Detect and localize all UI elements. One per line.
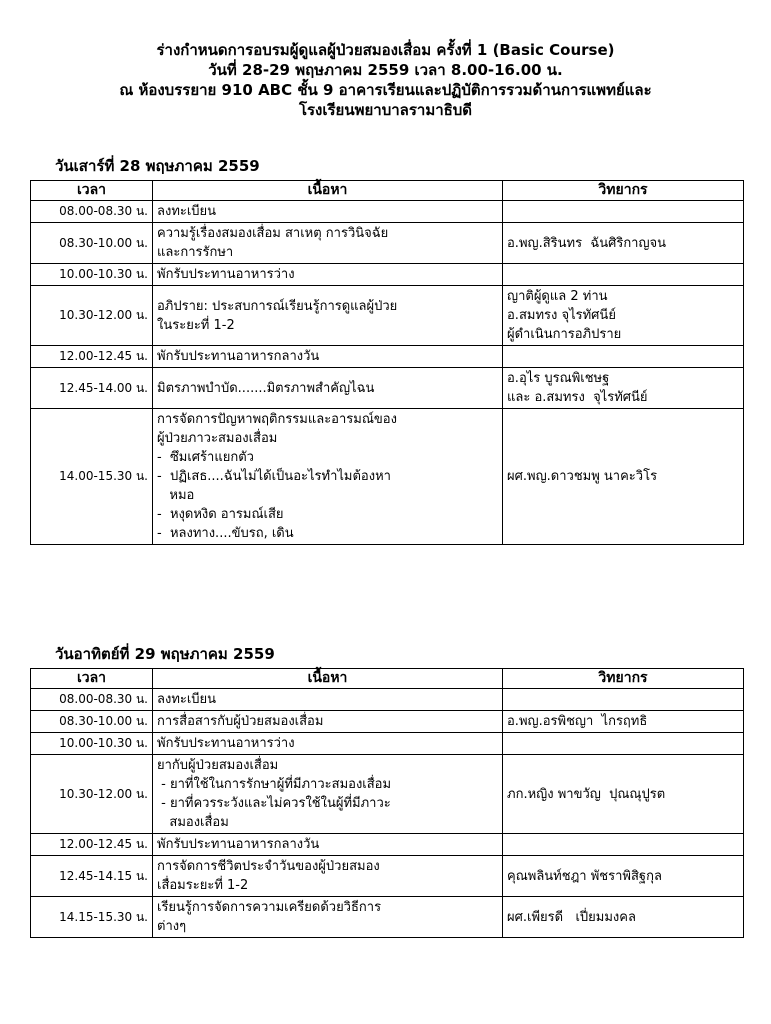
header-date: วันที่ 28-29 พฤษภาคม 2559 เวลา 8.00-16.00 น. (208, 61, 563, 79)
content-line: สมองเสื่อม (157, 815, 229, 830)
time-cell: 12.00-12.45 น. (31, 346, 153, 368)
content-line: ต่างๆ (157, 919, 187, 934)
speaker-line: อ.สมทรง จุไรทัศนีย์ (507, 308, 616, 323)
speaker-cell (503, 368, 744, 409)
speaker-cell (503, 346, 744, 368)
time-cell: 12.45-14.15 น. (31, 856, 153, 897)
speaker-cell (503, 223, 744, 264)
speaker-line: อ.อุไร บูรณพิเชษฐ (507, 371, 610, 386)
time-cell: 12.00-12.45 น. (31, 834, 153, 856)
header-title: ร่างกำหนดการอบรมผู้ดูแลผู้ป่วยสมองเสื่อม ครั้งที่ 1 (Basic Course) (156, 41, 615, 59)
content-line: พักรับประทานอาหารกลางวัน (157, 837, 320, 852)
table-row (31, 223, 744, 264)
content-line: พักรับประทานอาหารว่าง (157, 267, 295, 282)
content-cell (153, 711, 503, 733)
time-cell: 08.00-08.30 น. (31, 689, 153, 711)
content-line: การจัดการปัญหาพฤติกรรมและอารมณ์ของ (157, 412, 397, 427)
header-venue-cont: โรงเรียนพยาบาลรามาธิบดี (298, 101, 473, 119)
content-line: ความรู้เรื่องสมองเสื่อม สาเหตุ การวินิจฉัย (157, 226, 389, 241)
content-line: - หงุดหงิด อารมณ์เสีย (157, 507, 284, 522)
content-line: ลงทะเบียน (157, 204, 217, 219)
speaker-line: ภก.หญิง พาขวัญ ปุณณุปูรต (507, 786, 666, 802)
table-row (31, 409, 744, 545)
column-header-time: เวลา (31, 669, 153, 689)
time-cell: 10.30-12.00 น. (31, 286, 153, 346)
speaker-line: ผศ.เพียรดี เปี่ยมมงคล (507, 909, 636, 925)
content-cell (153, 733, 503, 755)
content-cell (153, 755, 503, 834)
speaker-line: ผู้ดำเนินการอภิปราย (507, 327, 622, 342)
speaker-line: คุณพลินท์ชฎา พัชราพิสิฐกุล (507, 868, 662, 884)
content-line: ยากับผู้ป่วยสมองเสื่อม (157, 758, 279, 773)
content-cell (153, 856, 503, 897)
speaker-cell (503, 264, 744, 286)
content-line: การสื่อสารกับผู้ป่วยสมองเสื่อม (157, 714, 324, 729)
speaker-cell (503, 409, 744, 545)
content-line: - หลงทาง....ขับรถ, เดิน (157, 526, 294, 541)
time-cell: 08.30-10.00 น. (31, 711, 153, 733)
speaker-cell (503, 897, 744, 938)
content-line: - ยาที่ใช้ในการรักษาผู้ที่มีภาวะสมองเสื่อม (157, 777, 392, 792)
content-line: - ยาที่ควรระวังและไม่ควรใช้ในผู้ที่มีภาวะ (157, 796, 391, 811)
content-cell (153, 897, 503, 938)
content-cell (153, 834, 503, 856)
speaker-cell (503, 689, 744, 711)
day2-schedule-table (30, 668, 744, 938)
table-row (31, 834, 744, 856)
speaker-cell (503, 711, 744, 733)
time-cell: 10.00-10.30 น. (31, 264, 153, 286)
content-cell (153, 264, 503, 286)
content-cell (153, 689, 503, 711)
content-line: พักรับประทานอาหารว่าง (157, 736, 295, 751)
day1-title: วันเสาร์ที่ 28 พฤษภาคม 2559 (55, 157, 260, 175)
speaker-cell (503, 733, 744, 755)
time-cell: 12.45-14.00 น. (31, 368, 153, 409)
table-row (31, 856, 744, 897)
content-cell (153, 368, 503, 409)
time-cell: 14.15-15.30 น. (31, 897, 153, 938)
table-row (31, 755, 744, 834)
column-header-speaker: วิทยากร (503, 669, 744, 689)
speaker-line: อ.พญ.อรพิชญา ไกรฤทธิ (507, 714, 648, 729)
day2-title: วันอาทิตย์ที่ 29 พฤษภาคม 2559 (55, 645, 275, 663)
header-venue: ณ ห้องบรรยาย 910 ABC ชั้น 9 อาคารเรียนและปฏิบัติการรวมด้านการแพทย์และ (119, 81, 652, 99)
content-line: - ซึมเศร้าแยกตัว (157, 450, 254, 465)
speaker-cell (503, 755, 744, 834)
content-line: - ปฏิเสธ....ฉันไม่ได้เป็นอะไรทำไมต้องหา (157, 469, 391, 484)
content-line: หมอ (157, 488, 195, 503)
content-line: และการรักษา (157, 245, 234, 260)
content-cell (153, 201, 503, 223)
speaker-cell (503, 856, 744, 897)
column-header-speaker: วิทยากร (503, 181, 744, 201)
table-row (31, 733, 744, 755)
time-cell: 08.00-08.30 น. (31, 201, 153, 223)
day1-schedule-table (30, 180, 744, 545)
speaker-line: และ อ.สมทรง จุไรทัศนีย์ (507, 390, 648, 405)
table-row (31, 346, 744, 368)
time-cell: 08.30-10.00 น. (31, 223, 153, 264)
content-line: ในระยะที่ 1-2 (157, 317, 235, 333)
column-header-content: เนื้อหา (153, 669, 503, 689)
table-row (31, 286, 744, 346)
content-line: ผู้ป่วยภาวะสมองเสื่อม (157, 431, 278, 446)
content-line: อภิปราย: ประสบการณ์เรียนรู้การดูแลผู้ป่วย (157, 298, 398, 314)
speaker-line: อ.พญ.สิรินทร ฉันศิริกาญจน (507, 235, 667, 251)
table-row (31, 201, 744, 223)
table-row (31, 897, 744, 938)
content-line: เสื่อมระยะที่ 1-2 (157, 878, 249, 893)
speaker-line: ญาติผู้ดูแล 2 ท่าน (507, 289, 608, 304)
content-cell (153, 286, 503, 346)
table-row (31, 689, 744, 711)
speaker-line: ผศ.พญ.ดาวชมพู นาคะวิโร (507, 469, 658, 484)
document-header (0, 40, 771, 120)
table-row (31, 711, 744, 733)
table-header-row (31, 669, 744, 689)
table-row (31, 264, 744, 286)
time-cell: 10.30-12.00 น. (31, 755, 153, 834)
table-header-row (31, 181, 744, 201)
speaker-cell (503, 834, 744, 856)
column-header-content: เนื้อหา (153, 181, 503, 201)
content-line: การจัดการชีวิตประจำวันของผู้ป่วยสมอง (157, 859, 380, 874)
column-header-time: เวลา (31, 181, 153, 201)
table-row (31, 368, 744, 409)
content-cell (153, 223, 503, 264)
time-cell: 10.00-10.30 น. (31, 733, 153, 755)
content-line: มิตรภาพบำบัด.......มิตรภาพสำคัญไฉน (157, 380, 375, 396)
content-cell (153, 409, 503, 545)
content-cell (153, 346, 503, 368)
speaker-cell (503, 286, 744, 346)
content-line: พักรับประทานอาหารกลางวัน (157, 349, 320, 364)
time-cell: 14.00-15.30 น. (31, 409, 153, 545)
speaker-cell (503, 201, 744, 223)
content-line: ลงทะเบียน (157, 692, 217, 707)
content-line: เรียนรู้การจัดการความเครียดด้วยวิธีการ (157, 900, 382, 915)
